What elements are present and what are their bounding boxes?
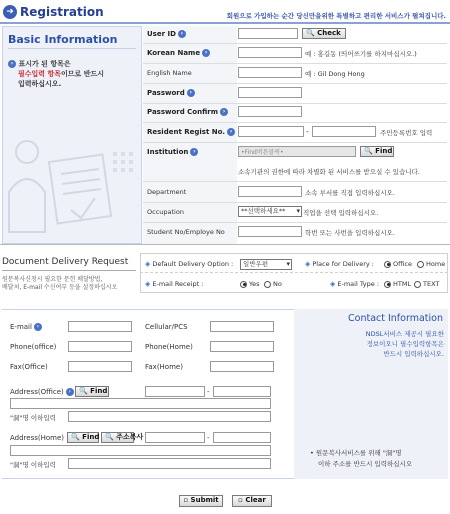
place-label: ◈ Place for Delivery : — [305, 260, 374, 268]
contact-desc-1: NDSL서비스 제공시 필요한 — [365, 330, 444, 338]
korean-name-hint: 예 : 홍길동 (띄어쓰기를 하지마십시오.) — [305, 50, 417, 58]
regist-no-label: Resident Regist No. › — [147, 128, 235, 136]
english-name-hint: 예 : Gil Dong Hong — [305, 70, 365, 78]
contact-desc-3: 반드시 입력하십시오. — [383, 350, 444, 358]
copy-icon: 🔍 — [105, 433, 114, 441]
submit-button[interactable]: ▫ Submit — [179, 495, 223, 507]
default-option-select[interactable]: 일반우편 ▾ — [240, 259, 292, 270]
english-name-label: English Name — [147, 69, 192, 77]
occupation-hint: 직업을 선택 입력하십시오. — [303, 209, 379, 217]
required-arrow-icon: › — [34, 323, 42, 331]
check-button[interactable]: 🔍 Check — [302, 28, 346, 39]
basic-info-panel — [2, 26, 142, 244]
radio-icon — [414, 281, 421, 288]
address-office-zip1-input[interactable] — [145, 386, 205, 397]
search-icon: 🔍 — [306, 29, 315, 37]
address-office-find-button[interactable]: 🔍 Find — [75, 386, 109, 397]
search-icon: 🔍 — [364, 147, 373, 155]
address-home-zip-dash: - — [207, 434, 210, 442]
phone-office-input[interactable] — [68, 341, 132, 352]
address-home-detail-input[interactable] — [68, 458, 271, 469]
delivery-desc-2: 배달처, E-mail 수신여부 등을 설정하십시오 — [2, 284, 118, 291]
bullet-icon: ◈ — [145, 260, 151, 268]
user-id-input[interactable] — [238, 28, 298, 39]
cellular-label: Cellular/PCS — [145, 323, 188, 331]
student-no-hint: 학번 또는 사번을 입력하십시오. — [305, 229, 395, 237]
required-marker-icon: › — [8, 60, 16, 68]
address-office-detail-label: "洞"명 이하입력 — [10, 414, 56, 422]
password-label: Password › — [147, 89, 195, 97]
search-icon: 🔍 — [79, 387, 88, 395]
required-arrow-icon: › — [66, 388, 74, 396]
radio-selected-icon — [240, 281, 247, 288]
address-office-zip-dash: - — [207, 388, 210, 396]
regist-no-hint: 주민등록번호 입력 — [380, 129, 433, 137]
bullet-icon: ◈ — [330, 280, 336, 288]
email-type-label: ◈ E-mail Type : — [330, 280, 380, 288]
radio-icon — [264, 281, 271, 288]
address-home-line1-input[interactable] — [10, 445, 271, 456]
password-confirm-input[interactable] — [238, 106, 302, 117]
fax-office-input[interactable] — [68, 361, 132, 372]
contact-title: Contact Information — [348, 313, 443, 324]
address-office-detail-input[interactable] — [68, 411, 271, 422]
cellular-input[interactable] — [210, 321, 274, 332]
korean-name-label: Korean Name › — [147, 49, 210, 57]
fax-home-input[interactable] — [210, 361, 274, 372]
page-title: Registration — [20, 5, 104, 19]
department-label: Department — [147, 188, 187, 196]
basic-info-title: Basic Information — [8, 33, 118, 46]
registration-icon: ➜ — [3, 5, 17, 19]
radio-icon — [417, 261, 424, 268]
institution-input[interactable]: •Find버튼클릭• — [238, 146, 356, 157]
department-hint: 소속 부서를 직접 입력하십시오. — [305, 189, 395, 197]
place-home-radio[interactable]: Home — [417, 260, 445, 268]
place-office-radio[interactable]: Office — [384, 260, 412, 268]
korean-name-input[interactable] — [238, 47, 302, 58]
receipt-yes-radio[interactable]: Yes — [240, 280, 260, 288]
header-divider — [0, 22, 450, 24]
english-name-input[interactable] — [238, 67, 302, 78]
institution-hint: 소속기관의 권한에 따라 차별화 된 서비스를 받으실 수 있습니다. — [238, 168, 420, 176]
default-option-label: ◈ Default Delivery Option : — [145, 260, 234, 268]
address-office-zip2-input[interactable] — [213, 386, 271, 397]
bullet-icon: ◈ — [145, 280, 151, 288]
fax-office-label: Fax(Office) — [10, 363, 48, 371]
regist-no-back-input[interactable] — [312, 126, 376, 137]
header-bar — [0, 0, 450, 26]
required-arrow-icon: › — [190, 148, 198, 156]
institution-label: Institution › — [147, 148, 198, 156]
copy-note-1: • 원문복사서비스를 위해 "洞"명 — [310, 449, 402, 457]
required-arrow-icon: › — [187, 89, 195, 97]
address-home-label: Address(Home) — [10, 434, 65, 442]
password-input[interactable] — [238, 87, 302, 98]
email-type-text-radio[interactable]: TEXT — [414, 280, 439, 288]
regist-no-front-input[interactable] — [238, 126, 304, 137]
occupation-select[interactable]: **선택하세요** ▾ — [238, 206, 302, 217]
radio-selected-icon — [384, 281, 391, 288]
required-note: › 표시가 된 항목은 필수입력 항목이므로 반드시 입력하십시오. — [8, 59, 104, 89]
user-id-label: User ID › — [147, 30, 186, 38]
phone-home-label: Phone(Home) — [145, 343, 193, 351]
address-home-detail-label: "洞"명 이하입력 — [10, 461, 56, 469]
clear-button[interactable]: ▫ Clear — [232, 495, 272, 507]
bullet-icon: ◈ — [305, 260, 311, 268]
address-home-find-button[interactable]: 🔍 Find — [67, 432, 99, 443]
square-bullet-icon: ▫ — [183, 496, 189, 504]
copy-address-button[interactable]: 🔍 주소복사 — [101, 432, 134, 443]
square-bullet-icon: ▫ — [238, 496, 243, 504]
regist-no-dash: - — [306, 128, 309, 136]
delivery-title: Document Delivery Request — [2, 257, 129, 267]
required-arrow-icon: › — [202, 49, 210, 57]
password-confirm-label: Password Confirm › — [147, 108, 228, 116]
page-tagline: 회원으로 가입하는 순간 당신만을위한 특별하고 편리한 서비스가 펼쳐집니다. — [226, 12, 446, 20]
student-no-input[interactable] — [238, 226, 302, 237]
phone-office-label: Phone(office) — [10, 343, 57, 351]
radio-selected-icon — [384, 261, 391, 268]
address-home-zip1-input[interactable] — [145, 432, 205, 443]
institution-find-button[interactable]: 🔍 Find — [360, 146, 394, 157]
contact-desc-2: 정보이오니 필수입력항목은 — [366, 340, 444, 348]
search-icon: 🔍 — [71, 433, 80, 441]
occupation-label: Occupation — [147, 208, 184, 216]
person-illustration-icon — [5, 122, 139, 240]
receipt-no-radio[interactable]: No — [264, 280, 282, 288]
phone-home-input[interactable] — [210, 341, 274, 352]
copy-note-2: 이하 주소를 반드시 입력하십시오 — [318, 460, 413, 468]
required-arrow-icon: › — [178, 30, 186, 38]
email-input[interactable] — [68, 321, 132, 332]
delivery-desc-1: 원문복사신청시 필요한 문헌 배달방법, — [2, 276, 103, 283]
address-home-zip2-input[interactable] — [213, 432, 271, 443]
department-input[interactable] — [238, 186, 302, 197]
email-type-html-radio[interactable]: HTML — [384, 280, 411, 288]
email-label: E-mail › — [10, 323, 42, 331]
required-arrow-icon: › — [227, 128, 235, 136]
address-office-label: Address(Office) › — [10, 388, 74, 396]
receipt-label: ◈ E-mail Receipt : — [145, 280, 204, 288]
fax-home-label: Fax(Home) — [145, 363, 183, 371]
required-arrow-icon: › — [220, 108, 228, 116]
address-office-line1-input[interactable] — [10, 398, 271, 409]
student-no-label: Student No/Employe No — [147, 228, 225, 236]
